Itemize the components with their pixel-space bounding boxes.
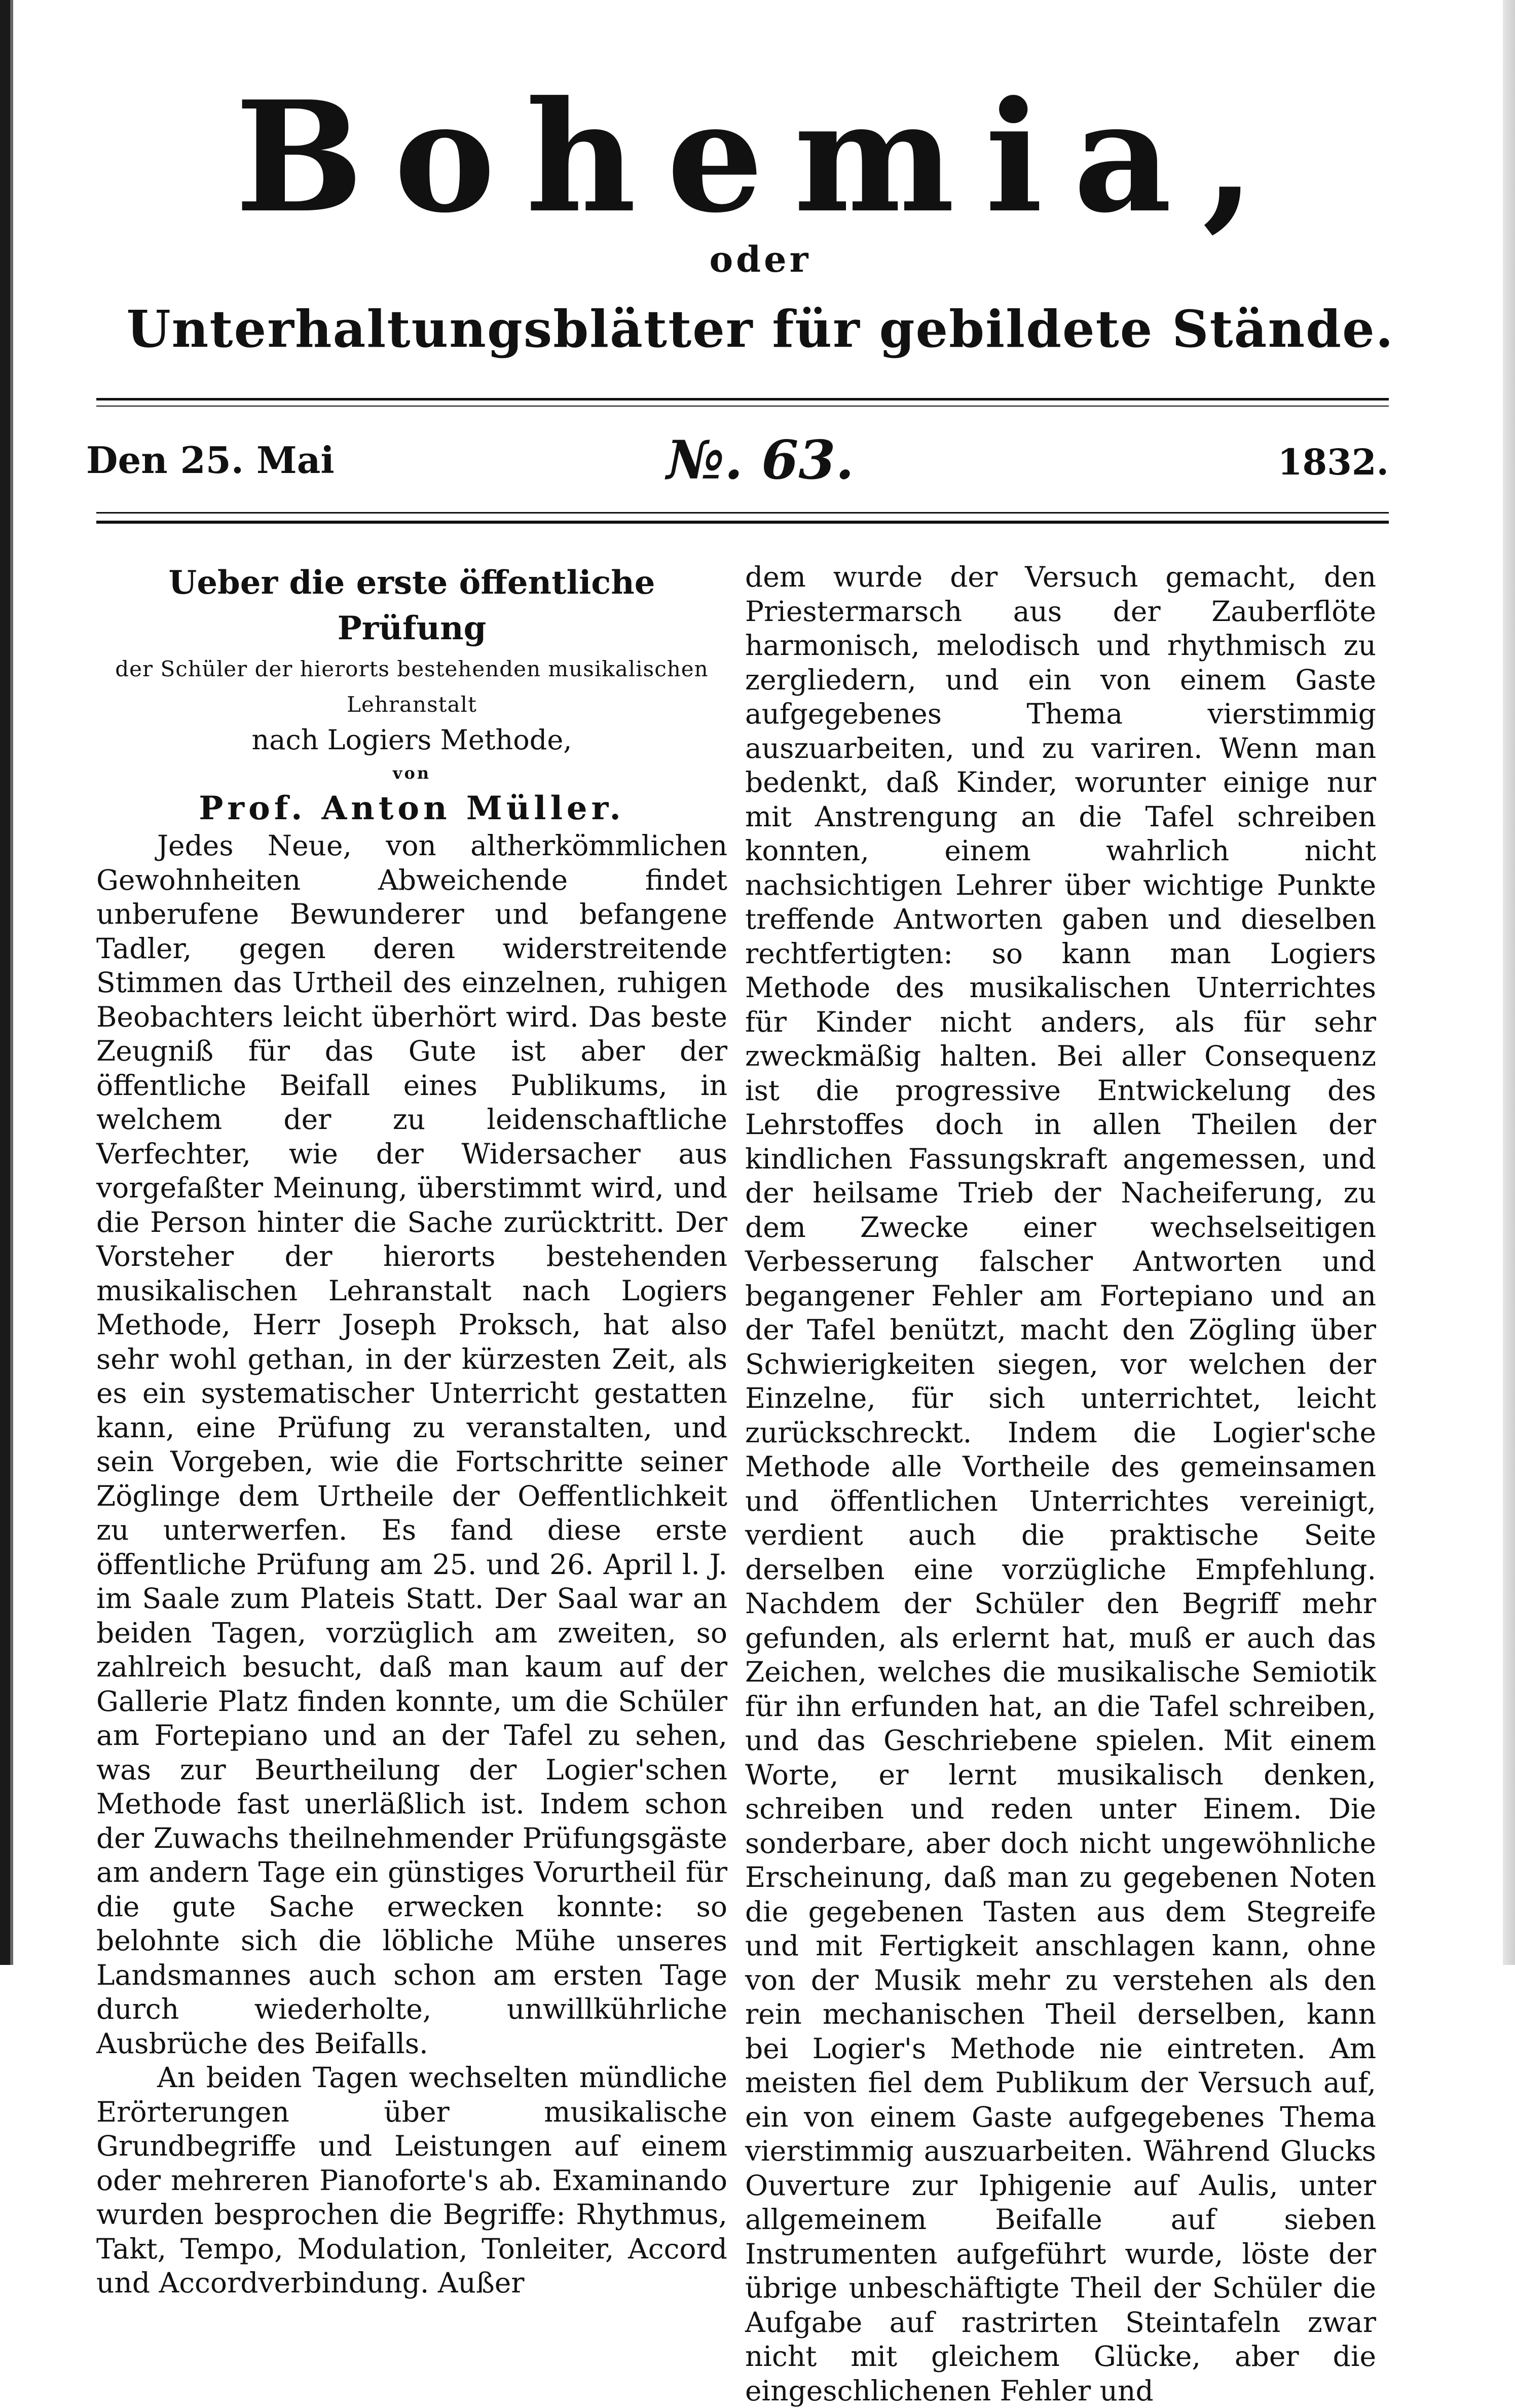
newspaper-page xyxy=(30,0,1490,2407)
page-right-edge xyxy=(1503,0,1515,1965)
article-author: Prof. Anton Müller. xyxy=(199,789,625,827)
paragraph: dem wurde der Versuch gemacht, den Priestermarsch aus der Zauberflöte harmonisch, melodisch und rhythmisch zu zergliedern, und ein von einem Gaste aufgegebenes Thema vierstimmig auszuarbeiten, und zu variren. Wenn man bedenkt, daß Kinder, worunter einige nur mit Anstrengung an die Tafel schreiben konnten, einem wahrlich nicht nachsichtigen Lehrer über wichtige Punkte treffende Antworten gaben und dieselben rechtfertigten: so kann man Logiers Methode des musikalischen Unterrichtes für Kinder nicht anders, als für sehr zweckmäßig halten. Bei aller Consequenz ist die progressive Entwickelung des Lehrstoffes doch in allen Theilen der kindlichen Fassungskraft angemessen, und der heilsame Trieb der Nacheiferung, zu dem Zwecke einer wechselseitigen Verbesserung falscher Antworten und begangener Fehler am Fortepiano und an der Tafel benützt, macht den Zögling über Schwierigkeiten siegen, vor welchen der Einzelne, für sich unterrichtet, leicht zurückschreckt. Indem die Logier'sche Methode alle Vortheile des gemeinsamen und öffentlichen Unterrichtes vereinigt, verdient auch die praktische Seite derselben eine vorzügliche Empfehlung. Nachdem der Schüler den Begriff mehr gefunden, als erlernt hat, muß er auch das Zeichen, welches die musikalische Semiotik für ihn erfunden hat, an die Tafel schreiben, und das Geschriebene spielen. Mit einem Worte, er lernt musikalisch denken, schreiben und reden unter Einem. Die sonderbare, aber doch nicht ungewöhnliche Erscheinung, daß man zu gegebenen Noten die gegebenen Tasten aus dem Stegreife und mit Fertigkeit anschlagen kann, ohne von der Musik mehr zu verstehen als den rein mechanischen Theil derselben, kann bei Logier's Methode nie eintreten. Am meisten fiel dem Publikum der Versuch auf, ein von einem Gaste aufgegebenes Thema vierstimmig auszuarbeiten. Während Glucks Ouverture zur Iphigenie auf Aulis, unter allgemeinem Beifalle auf sieben Instrumenten aufgeführt wurde, löste der übrige unbeschäftigte Theil der Schüler die Aufgabe auf rastrirten Steintafeln zwar nicht mit gleichem Glücke, aber die eingeschlichenen Fehler und xyxy=(745,561,1376,2407)
paragraph: Jedes Neue, von altherkömmlichen Gewohnheiten Abweichende findet unberufene Bewunderer und befangene Tadler, gegen deren widerstreitende Stimmen das Urtheil des einzelnen, ruhigen Beobachters leicht überhört wird. Das beste Zeugniß für das Gute ist aber der öffentliche Beifall eines Publikums, in welchem der zu leidenschaftliche Verfechter, wie der Widersacher aus vorgefaßter Meinung, überstimmt wird, und die Person hinter die Sache zurücktritt. Der Vorsteher der hierorts bestehenden musikalischen Lehranstalt nach Logiers Methode, Herr Joseph Proksch, hat also sehr wohl gethan, in der kürzesten Zeit, als es ein systematischer Unterricht gestatten kann, eine Prüfung zu veranstalten, und sein Vorgeben, wie die Fortschritte seiner Zöglinge dem Urtheile der Oeffentlichkeit zu unterwerfen. Es fand diese erste öffentliche Prüfung am 25. und 26. April l. J. im Saale zum Plateis Statt. Der Saal war an beiden Tagen, vorzüglich am zweiten, so zahlreich besucht, daß man kaum auf der Gallerie Platz finden konnte, um die Schüler am Fortepiano und an der Tafel zu sehen, was zur Beurtheilung der Logier'schen Methode fast unerläßlich ist. Indem schon der Zuwachs theilnehmender Prüfungsgäste am andern Tage ein günstiges Vorurtheil für die gute Sache erwecken konnte: so belohnte sich die löbliche Mühe unseres Landsmannes auch schon am ersten Tage durch wiederholte, unwillkührliche Ausbrüche des Beifalls. xyxy=(96,829,727,2060)
article-subtitle-method: nach Logiers Methode, xyxy=(251,724,572,756)
paragraph: An beiden Tagen wechselten mündliche Erörterungen über musikalische Grundbegriffe und Leistungen auf einem oder mehreren Pianoforte's ab. Examinando wurden besprochen die Begriffe: Rhythmus, Takt, Tempo, Modulation, Tonleiter, Accord und Accordverbindung. Außer xyxy=(96,2061,727,2299)
issue-date: Den 25. Mai xyxy=(86,439,335,482)
masthead-subtitle: Unterhaltungsblätter für gebildete Stände. xyxy=(126,299,1394,359)
issue-number: №. 63. xyxy=(667,428,854,491)
masthead-oder: oder xyxy=(709,238,811,280)
article-title: Ueber die erste öffentliche Prüfung xyxy=(168,564,655,647)
article-subtitle: der Schüler der hierorts bestehenden musikalischen Lehranstalt xyxy=(115,656,709,717)
issue-year: 1832. xyxy=(1277,441,1389,483)
page-binding-edge xyxy=(0,0,10,1965)
dateline xyxy=(30,428,1490,494)
page-binding-shadow xyxy=(10,0,13,1965)
masthead-title: Bohemia, xyxy=(235,67,1286,246)
masthead-rule xyxy=(96,398,1389,407)
right-column xyxy=(745,560,1376,2408)
dateline-rule xyxy=(96,512,1389,524)
article-byline-von: von xyxy=(392,763,431,783)
left-column xyxy=(96,560,727,2301)
